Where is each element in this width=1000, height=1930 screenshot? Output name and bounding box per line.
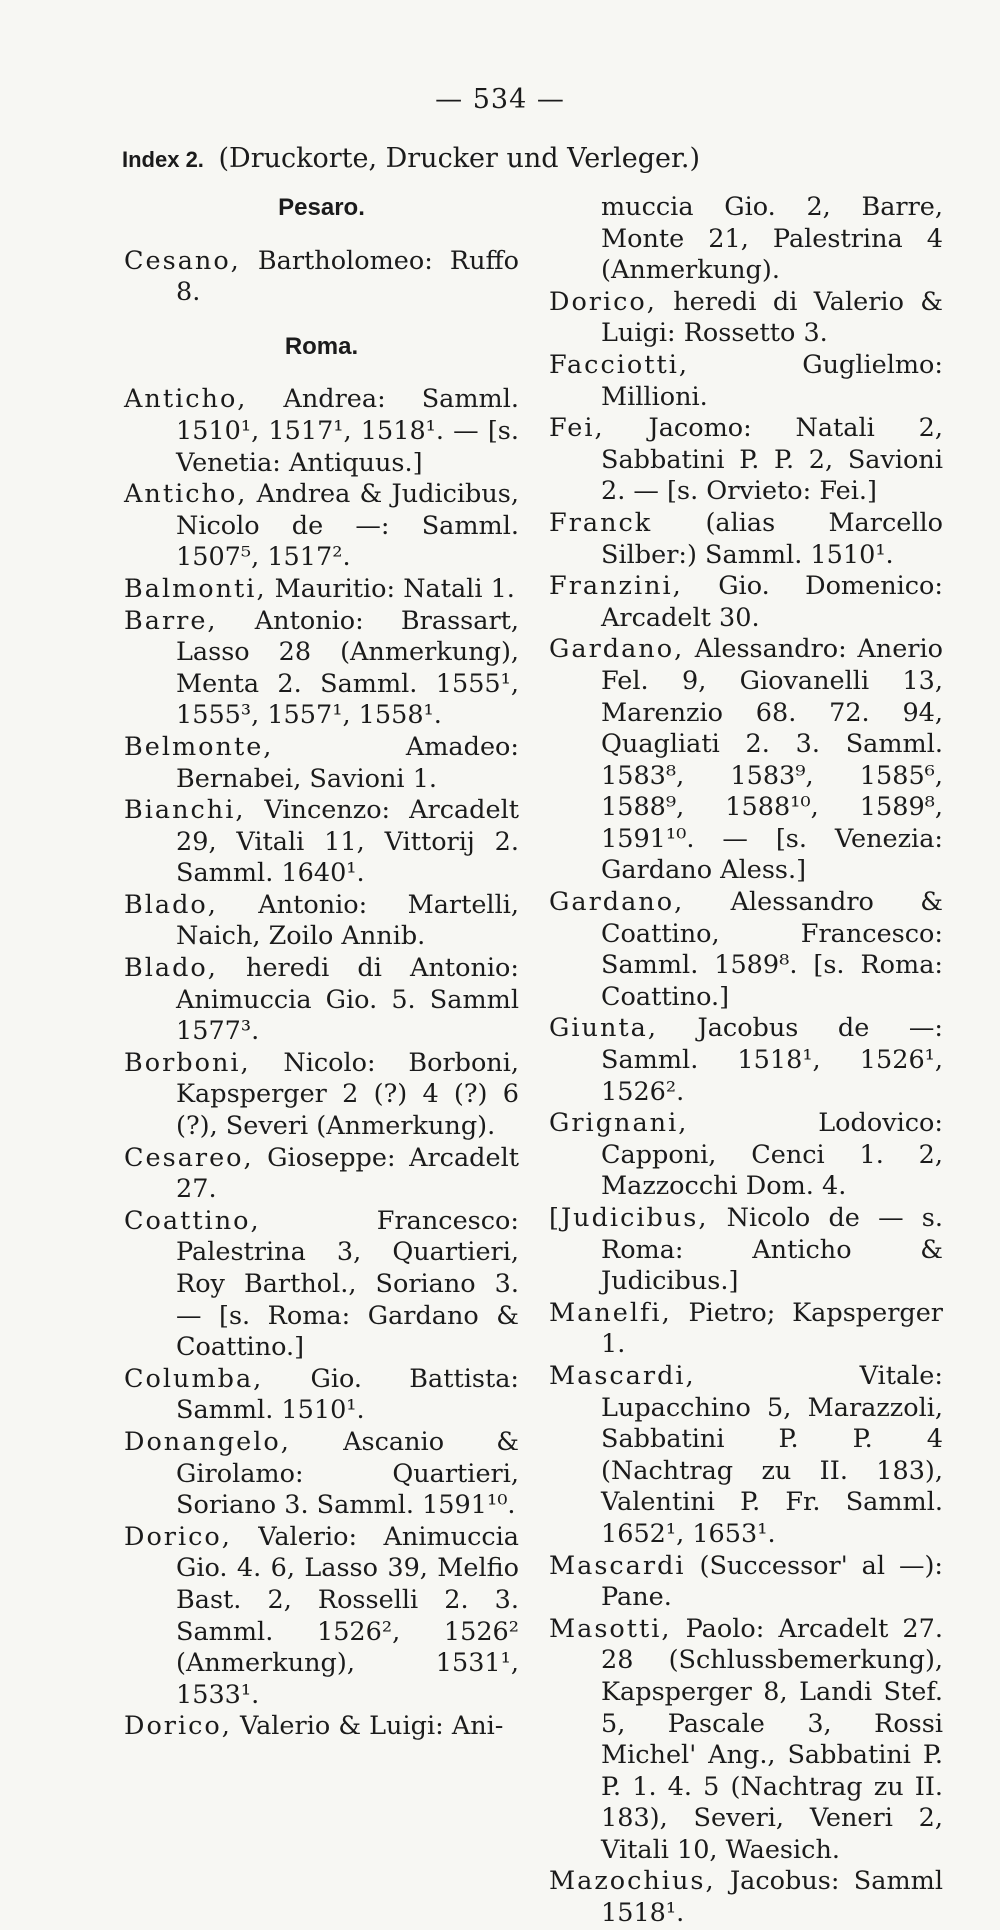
entry-text: Valerio & Luigi: Ani- [231, 1711, 504, 1742]
right-column [549, 192, 943, 1930]
entry-text: Vincenzo: Arcadelt 29, Vitali 11, Vittorij 2. Samml. 1640¹. [176, 795, 519, 889]
index-entry [549, 887, 943, 1013]
entry-text: heredi di Valerio & Luigi: Rossetto 3. [601, 286, 943, 349]
index-entry [549, 1108, 943, 1203]
entry-name: Cesano, [124, 245, 241, 276]
entry-name: Dorico, [549, 286, 657, 317]
left-column [124, 192, 519, 1743]
index-entry [549, 287, 943, 350]
entry-name: Blado, [124, 889, 218, 920]
entry-name: Cesareo, [124, 1142, 254, 1173]
entry-name: Franzini, [549, 571, 683, 602]
index-entry [124, 1522, 519, 1712]
index-entry [549, 1614, 943, 1867]
entry-text: Alessandro: Anerio Fel. 9, Giovanelli 13, Marenzio 68. 72. 94, Quagliati 2. 3. Samml. 1583⁸, 1583⁹, 1585⁶, 1588⁹, 1588¹⁰, 1589⁸, 1591¹⁰. — [s. Venezia: Gardano Aless.] [601, 634, 943, 886]
entry-name: Dorico, [124, 1521, 232, 1552]
index-entry [124, 1048, 519, 1143]
index-entry [124, 1206, 519, 1364]
entry-text: Andrea & Judicibus, Nicolo de —: Samml. 1507⁵, 1517². [176, 479, 519, 573]
index-entry [549, 1551, 943, 1614]
index-entry [124, 890, 519, 953]
index-entry [549, 571, 943, 634]
index-label: Index 2. [122, 147, 204, 172]
index-entry [549, 1866, 943, 1929]
entry-text: Bartholomeo: Ruffo 8. [176, 245, 519, 308]
entry-text: Amadeo: Bernabei, Savioni 1. [176, 731, 519, 794]
entry-text: Nicolo: Borboni, Kapsperger 2 (?) 4 (?) 6 (?), Severi (Anmerkung). [176, 1047, 519, 1142]
entry-name: Manelfi, [549, 1297, 672, 1328]
index-entry [549, 1013, 943, 1108]
entry-name: Mazochius, [549, 1866, 716, 1897]
entry-text: Alessandro & Coattino, Francesco: Samml. 1589⁸. [s. Roma: Coattino.] [601, 887, 943, 1012]
section-heading-pesaro: Pesaro. [278, 194, 365, 221]
entry-text: Valerio: Animuccia Gio. 4. 6, Lasso 39, Melfio Bast. 2, Rosselli 2. 3. Samml. 1526², 1526² (Anmerkung), 1531¹, 1533¹. [176, 1521, 519, 1710]
index-entry [549, 1298, 943, 1361]
entry-text: Jacobus de —: Samml. 1518¹, 1526¹, 1526². [601, 1013, 943, 1107]
index-entry [124, 574, 519, 606]
entry-text: Mauritio: Natali 1. [266, 573, 515, 604]
entry-name: Borboni, [124, 1047, 251, 1078]
entry-text: Gio. Battista: Samml. 1510¹. [176, 1363, 519, 1426]
entry-continuation: muccia Gio. 2, Barre, Monte 21, Palestrina 4 (Anmerkung). [601, 192, 943, 286]
pesaro-entry-list [124, 246, 519, 309]
entry-name: Blado, [124, 953, 218, 984]
index-entry [124, 606, 519, 732]
index-entry [124, 1711, 519, 1743]
entry-text: Pietro; Kapsperger 1. [601, 1297, 943, 1360]
index-entry [124, 795, 519, 890]
entry-text: Jacobus: Samml 1518¹. [601, 1866, 943, 1929]
entry-text: Gio. Domenico: Arcadelt 30. [601, 571, 943, 633]
entry-name: Anticho, [124, 384, 248, 415]
index-entry [549, 634, 943, 887]
entry-name: Coattino, [124, 1205, 261, 1236]
entry-name: Gardano, [549, 887, 685, 918]
entry-name: Franck [549, 507, 653, 538]
index-entry [124, 1143, 519, 1206]
entry-text: Paolo: Arcadelt 27. 28 (Schlussbemerkung), Kapsperger 8, Landi Stef. 5, Pascale 3, Rossi Michel' Ang., Sabbatini P. P. 1. 4. 5 (Nachtrag zu II. 183), Severi, Veneri 2, Vitali 10, Waesich. [601, 1613, 943, 1865]
index-entry [124, 479, 519, 574]
index-entry [549, 1203, 943, 1298]
entry-text: Antonio: Brassart, Lasso 28 (Anmerkung), Menta 2. Samml. 1555¹, 1555³, 1557¹, 1558¹. [176, 605, 519, 731]
entry-name: Facciotti, [549, 349, 689, 380]
page-number: — 534 — [435, 84, 565, 115]
entry-name: Balmonti, [124, 573, 267, 604]
entry-name: Bianchi, [124, 795, 246, 826]
index-entry [124, 1364, 519, 1427]
entry-name: Columba, [124, 1363, 264, 1394]
entry-name: Fei, [549, 413, 605, 444]
index-entry [549, 508, 943, 571]
index-subtitle: (Druckorte, Drucker und Verleger.) [218, 143, 701, 174]
index-entry [124, 953, 519, 1048]
entry-name: Anticho, [124, 479, 248, 510]
entry-text: Nicolo de — s. Roma: Anticho & Judicibus.] [601, 1203, 943, 1297]
section-heading-roma: Roma. [284, 332, 359, 360]
entry-text: heredi di Antonio: Animuccia Gio. 5. Samml 1577³. [176, 953, 519, 1047]
entry-text: Guglielmo: Millioni. [601, 349, 943, 412]
index-heading [122, 143, 700, 174]
entry-name: Giunta, [549, 1013, 658, 1044]
index-entry [124, 1427, 519, 1522]
index-entry [124, 384, 519, 479]
index-entry [549, 413, 943, 508]
entry-text: Vitale: Lupacchino 5, Marazzoli, Sabbatini P. P. 4 (Nachtrag zu II. 183), Valentini P. Fr. Samml. 1652¹, 1653¹. [601, 1360, 943, 1549]
entry-text: (alias Marcello Silber:) Samml. 1510¹. [601, 507, 943, 570]
entry-name: [Judicibus, [549, 1203, 709, 1233]
index-entry [549, 350, 943, 413]
entry-text: Francesco: Palestrina 3, Quartieri, Roy Barthol., Soriano 3. — [s. Roma: Gardano & Coattino.] [176, 1205, 519, 1363]
entry-text: (Successor' al —): Pane. [601, 1550, 943, 1613]
entry-name: Masotti, [549, 1613, 672, 1644]
entry-name: Belmonte, [124, 731, 274, 762]
entry-name: Mascardi, [549, 1360, 696, 1391]
entry-name: Barre, [124, 605, 218, 636]
right-entry-list [549, 287, 943, 1930]
entry-name: Donangelo, [124, 1426, 291, 1457]
index-entry [549, 1361, 943, 1551]
entry-text: Jacomo: Natali 2, Sabbatini P. P. 2, Savioni 2. — [s. Orvieto: Fei.] [601, 413, 943, 507]
entry-name: Mascardi [549, 1550, 686, 1581]
entry-text: Gioseppe: Arcadelt 27. [176, 1142, 519, 1205]
entry-text: Andrea: Samml. 1510¹, 1517¹, 1518¹. — [s. Venetia: Antiquus.] [176, 384, 519, 478]
index-entry [124, 246, 519, 309]
entry-name: Grignani, [549, 1108, 689, 1139]
entry-name: Gardano, [549, 634, 685, 665]
roma-entry-list [124, 384, 519, 1743]
entry-name: Dorico, [124, 1711, 232, 1742]
entry-text: Antonio: Martelli, Naich, Zoilo Annib. [176, 889, 519, 952]
entry-text: Lodovico: Capponi, Cenci 1. 2, Mazzocchi Dom. 4. [601, 1108, 943, 1202]
entry-text: Ascanio & Girolamo: Quartieri, Soriano 3. Samml. 1591¹⁰. [176, 1426, 519, 1521]
index-entry [124, 732, 519, 795]
